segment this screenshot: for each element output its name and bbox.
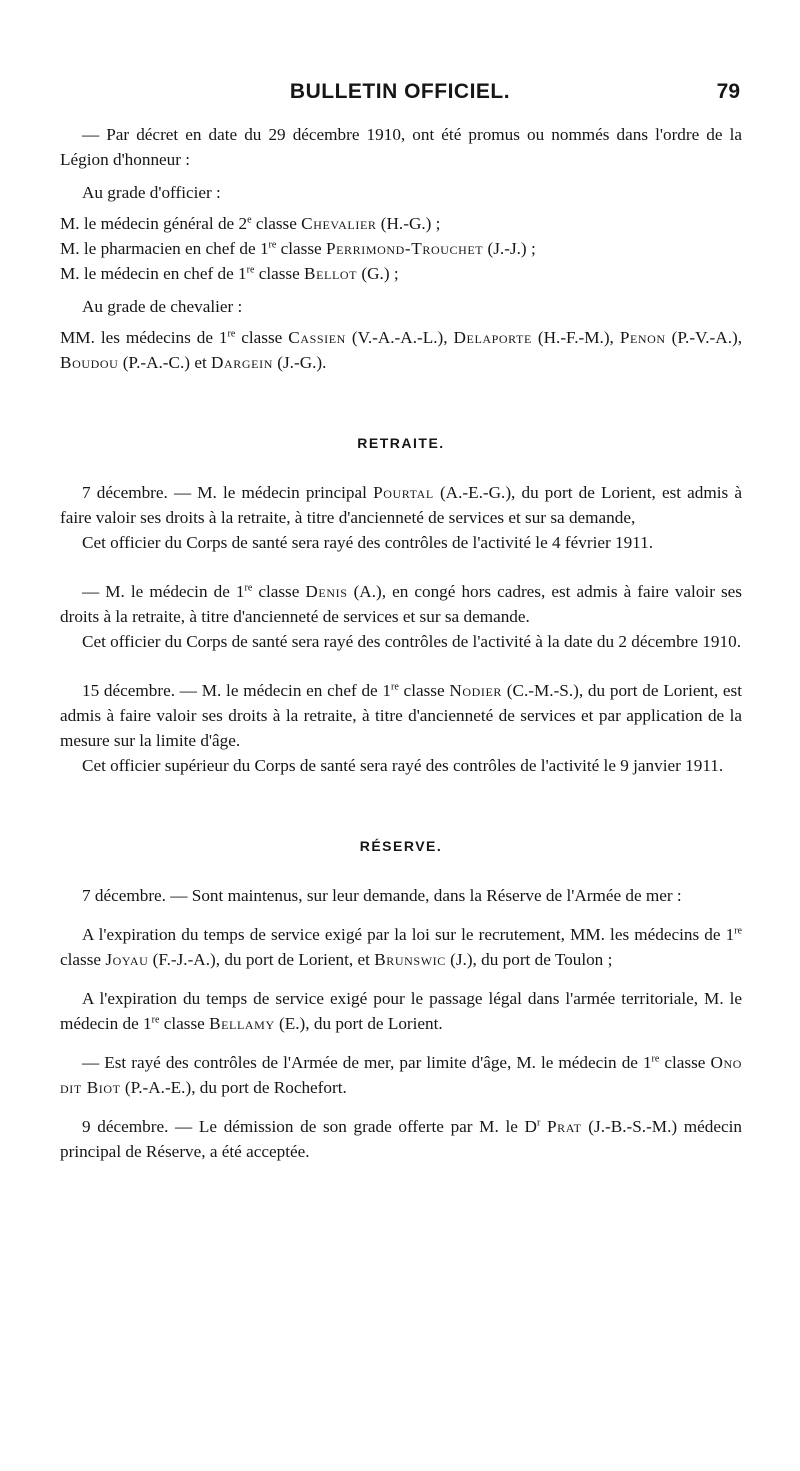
page-body	[60, 122, 742, 1164]
retirement-entry: 15 décembre. — M. le médecin en chef de 1re classe Nodier (C.-M.-S.), du port de Lorient, est admis à faire valoir ses droits à la retraite, à titre d'ancienneté de services et par application de la mesure sur la limite d'âge.	[60, 681, 743, 750]
officer-promotion-line: M. le médecin général de 2e classe Chevalier (H.-G.) ;	[60, 214, 441, 233]
chevalier-grade-heading: Au grade de chevalier :	[82, 297, 243, 316]
reserve-entry: — Est rayé des contrôles de l'Armée de mer, par limite d'âge, M. le médecin de 1re classe Ono dit Biot (P.-A.-E.), du port de Rochefort.	[60, 1053, 742, 1097]
retirement-followup: Cet officier supérieur du Corps de santé sera rayé des contrôles de l'activité le 9 janvier 1911.	[82, 756, 724, 775]
reserve-intro: 7 décembre. — Sont maintenus, sur leur demande, dans la Réserve de l'Armée de mer :	[82, 886, 682, 905]
officer-promotion-line: M. le pharmacien en chef de 1re classe Perrimond-Trouchet (J.-J.) ;	[60, 239, 536, 258]
chevalier-promotion-paragraph: MM. les médecins de 1re classe Cassien (V.-A.-A.-L.), Delaporte (H.-F.-M.), Penon (P.-V.-A.), Boudou (P.-A.-C.) et Dargein (J.-G.).	[60, 328, 743, 372]
officer-grade-heading: Au grade d'officier :	[82, 183, 221, 202]
retirement-entry: 7 décembre. — M. le médecin principal Pourtal (A.-E.-G.), du port de Lorient, est admis à faire valoir ses droits à la retraite, à titre d'ancienneté de services et sur sa demande,	[60, 483, 742, 527]
reserve-entry: A l'expiration du temps de service exigé par la loi sur le recrutement, MM. les médecins de 1re classe Joyau (F.-J.-A.), du port de Lorient, et Brunswic (J.), du port de Toulon ;	[60, 925, 742, 969]
page-number: 79	[716, 80, 740, 103]
reserve-heading: RÉSERVE.	[359, 838, 443, 854]
retirement-followup: Cet officier du Corps de santé sera rayé des contrôles de l'activité le 4 février 1911.	[82, 533, 654, 552]
retirement-followup: Cet officier du Corps de santé sera rayé des contrôles de l'activité à la date du 2 décembre 1910.	[82, 632, 741, 651]
page-header	[60, 80, 740, 114]
running-title: BULLETIN OFFICIEL.	[289, 80, 511, 103]
officer-promotion-line: M. le médecin en chef de 1re classe Bellot (G.) ;	[60, 264, 399, 283]
retirement-entry: — M. le médecin de 1re classe Denis (A.), en congé hors cadres, est admis à faire valoir ses droits à la retraite, à titre d'ancienneté de services et sur sa demande.	[60, 582, 742, 626]
promotion-decree-intro: — Par décret en date du 29 décembre 1910, ont été promus ou nommés dans l'ordre de la Légion d'honneur :	[60, 125, 742, 169]
reserve-entry: 9 décembre. — Le démission de son grade offerte par M. le $D^r$ Prat (J.-B.-S.-M.) médecin principal de Réserve, a été acceptée.	[60, 1117, 742, 1161]
reserve-entry: A l'expiration du temps de service exigé pour le passage légal dans l'armée territoriale, M. le médecin de 1re classe Bellamy (E.), du port de Lorient.	[60, 989, 742, 1033]
retraite-heading: RETRAITE.	[357, 435, 445, 451]
